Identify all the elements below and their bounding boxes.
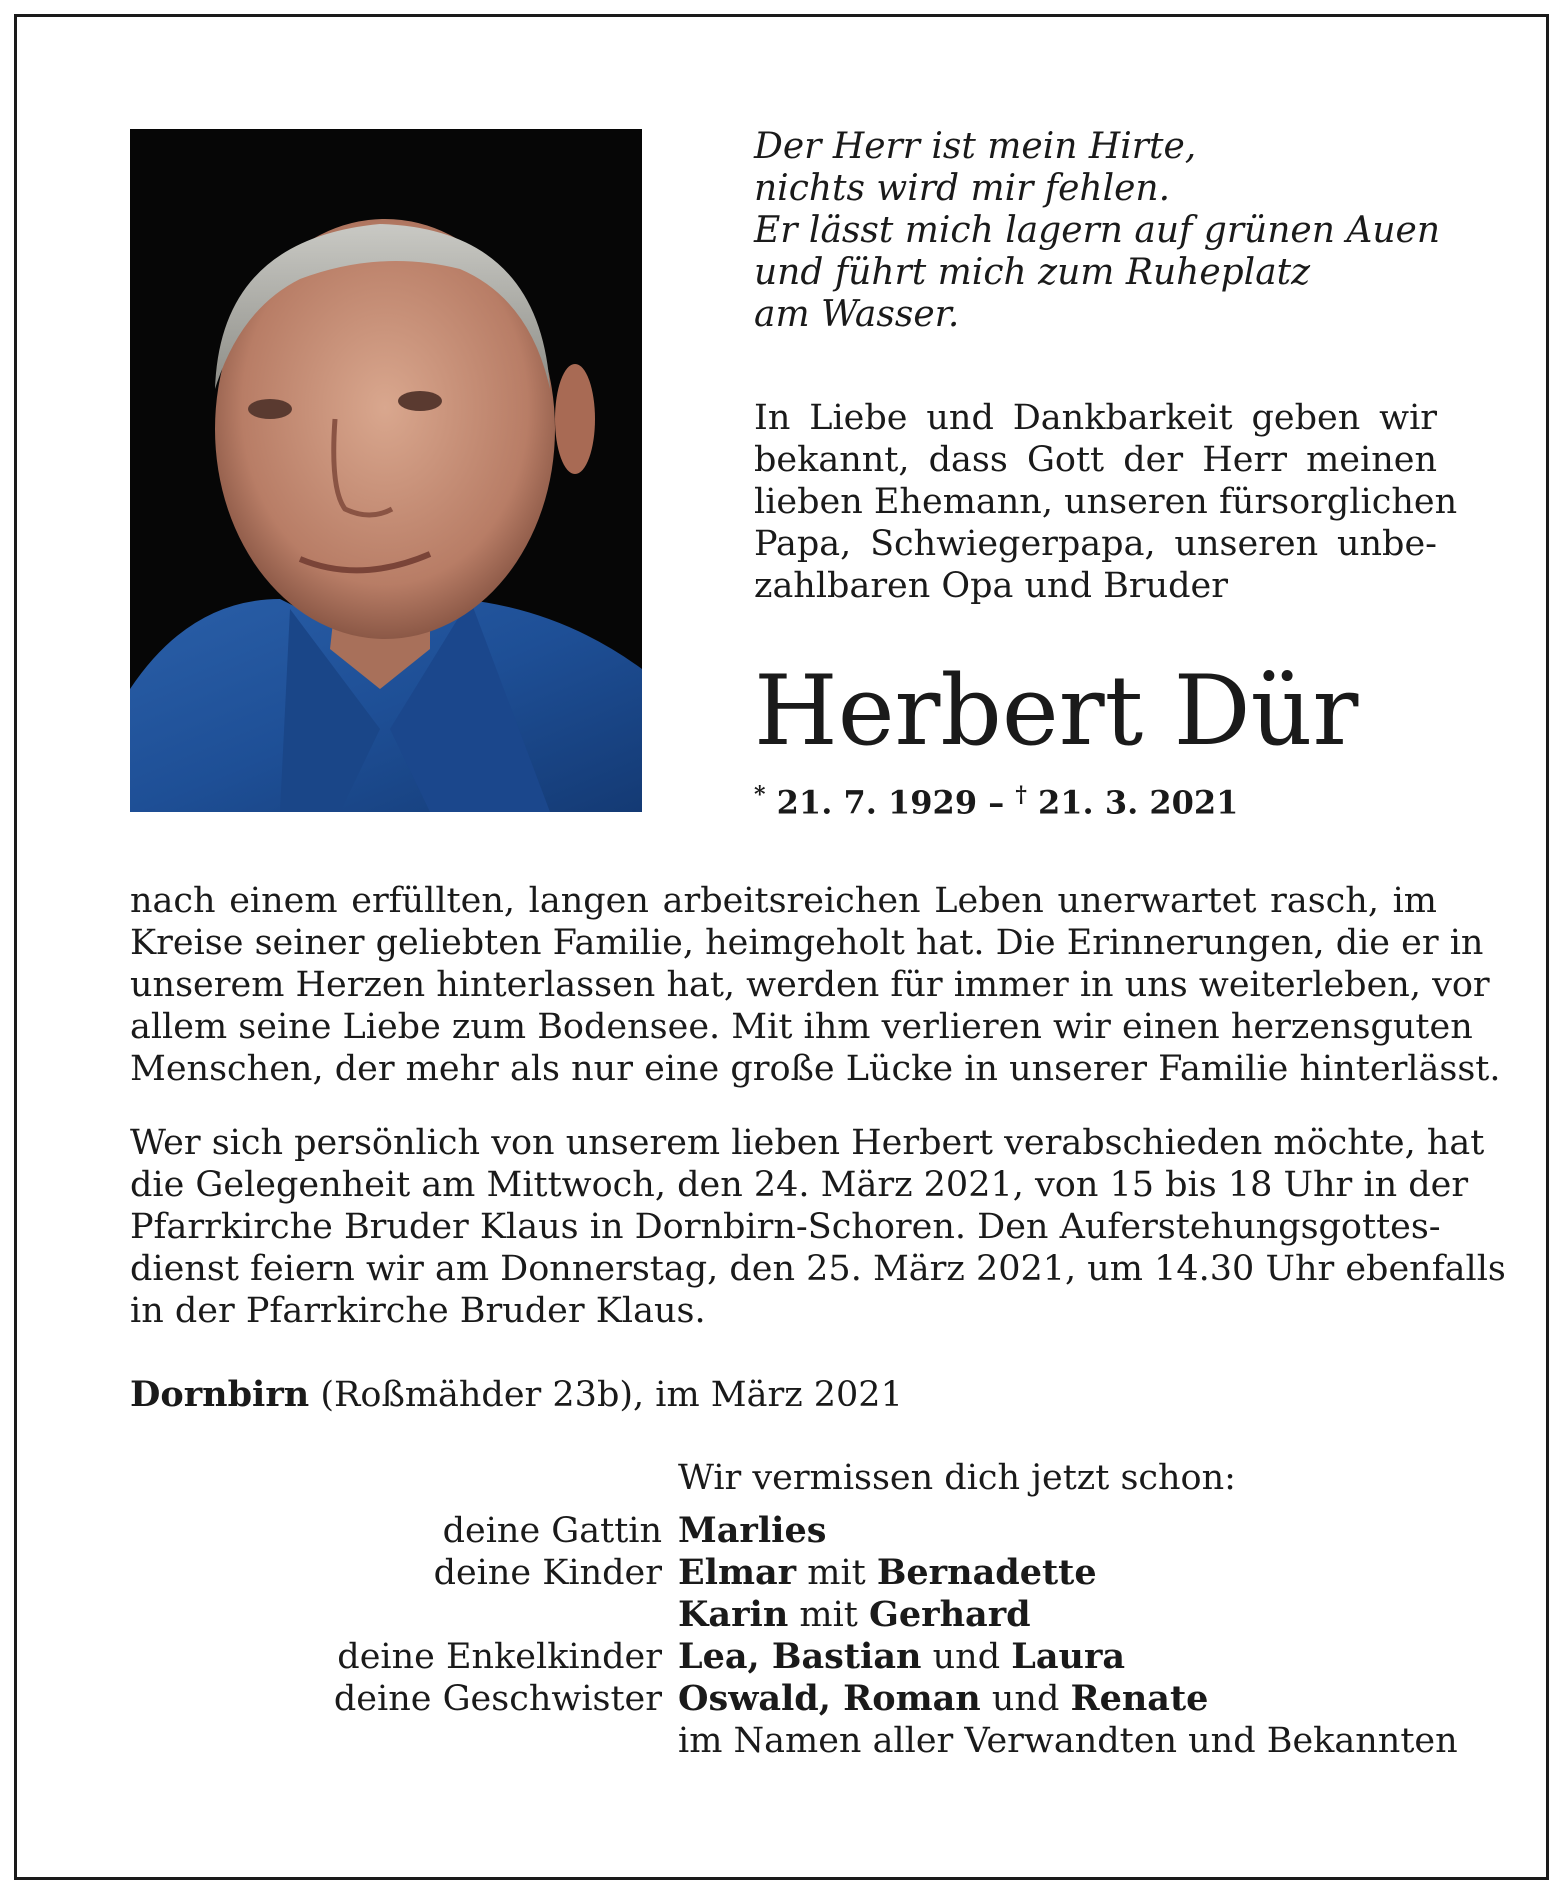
birth-symbol: * bbox=[754, 782, 766, 808]
intro-line: Papa, Schwiegerpapa, unseren unbe- bbox=[754, 524, 1437, 564]
family-label: deine Enkelkinder bbox=[337, 1637, 662, 1677]
family-row bbox=[200, 1720, 1458, 1762]
death-date: 21. 3. 2021 bbox=[1038, 783, 1239, 822]
family-label: deine Geschwister bbox=[333, 1679, 662, 1719]
paragraph-line: Wer sich persönlich von unserem lieben Herbert verabschieden möchte, hat bbox=[130, 1123, 1485, 1163]
family-closing: im Namen aller Verwandten und Bekannten bbox=[678, 1721, 1458, 1761]
family-connector: und bbox=[921, 1637, 1012, 1677]
date-separator: – bbox=[988, 783, 1005, 822]
place-address: (Roßmähder 23b), im März 2021 bbox=[309, 1375, 903, 1415]
family-name: Bernadette bbox=[876, 1552, 1097, 1593]
portrait-illustration bbox=[130, 129, 642, 812]
family-name: Lea, Bastian bbox=[678, 1636, 922, 1677]
intro-line: In Liebe und Dankbarkeit geben wir bbox=[754, 398, 1437, 438]
family-connector: und bbox=[980, 1679, 1071, 1719]
farewell-paragraph bbox=[130, 1122, 1506, 1332]
paragraph-line: Pfarrkirche Bruder Klaus in Dornbirn-Schoren. Den Auferstehungsgottes- bbox=[130, 1207, 1441, 1247]
family-label-empty bbox=[200, 1594, 678, 1636]
family-name: Renate bbox=[1070, 1678, 1209, 1719]
family-row bbox=[200, 1636, 1458, 1678]
family-row bbox=[200, 1552, 1458, 1594]
family-name: Gerhard bbox=[868, 1594, 1031, 1635]
obituary-paragraph-1 bbox=[130, 880, 1501, 1090]
family-connector: mit bbox=[796, 1553, 877, 1593]
place-date-line bbox=[130, 1374, 903, 1415]
deceased-name: Herbert Dür bbox=[754, 655, 1359, 767]
family-row bbox=[200, 1594, 1458, 1636]
family-row bbox=[200, 1510, 1458, 1552]
paragraph-line: in der Pfarrkirche Bruder Klaus. bbox=[130, 1291, 706, 1331]
intro-line: bekannt, dass Gott der Herr meinen bbox=[754, 440, 1437, 480]
psalm-line: Der Herr ist mein Hirte, bbox=[754, 126, 1197, 167]
psalm-verse bbox=[754, 126, 1454, 336]
family-list bbox=[200, 1510, 1458, 1762]
paragraph-line: Menschen, der mehr als nur eine große Lücke in unserer Familie hinterlässt. bbox=[130, 1049, 1501, 1089]
family-name: Karin bbox=[678, 1594, 789, 1635]
paragraph-line: nach einem erfüllten, langen arbeitsreichen Leben unerwartet rasch, im bbox=[130, 881, 1437, 921]
missing-you-line: Wir vermissen dich jetzt schon: bbox=[678, 1458, 1236, 1498]
family-row bbox=[200, 1678, 1458, 1720]
paragraph-line: dienst feiern wir am Donnerstag, den 25. März 2021, um 14.30 Uhr ebenfalls bbox=[130, 1249, 1506, 1289]
paragraph-line: allem seine Liebe zum Bodensee. Mit ihm verlieren wir einen herzensguten bbox=[130, 1007, 1473, 1047]
intro-line: zahlbaren Opa und Bruder bbox=[754, 566, 1228, 606]
family-label: deine Kinder bbox=[433, 1553, 662, 1593]
family-connector: mit bbox=[788, 1595, 869, 1635]
family-name: Laura bbox=[1011, 1636, 1126, 1677]
paragraph-line: unserem Herzen hinterlassen hat, werden für immer in uns weiterleben, vor bbox=[130, 965, 1490, 1005]
place-city: Dornbirn bbox=[130, 1374, 310, 1415]
announcement-intro bbox=[754, 397, 1458, 607]
psalm-line: nichts wird mir fehlen. bbox=[754, 168, 1171, 209]
death-symbol: † bbox=[1015, 782, 1027, 808]
psalm-line: Er lässt mich lagern auf grünen Auen bbox=[754, 210, 1441, 251]
family-label: deine Gattin bbox=[442, 1511, 662, 1551]
psalm-line: am Wasser. bbox=[754, 294, 960, 335]
paragraph-line: Kreise seiner geliebten Familie, heimgeholt hat. Die Erinnerungen, die er in bbox=[130, 923, 1484, 963]
intro-line: lieben Ehemann, unseren fürsorglichen bbox=[754, 482, 1458, 522]
life-dates bbox=[754, 782, 1238, 822]
family-name: Marlies bbox=[678, 1510, 827, 1551]
family-label-empty bbox=[200, 1720, 678, 1762]
psalm-line: und führt mich zum Ruheplatz bbox=[754, 252, 1311, 293]
birth-date: 21. 7. 1929 bbox=[776, 783, 978, 822]
portrait-photo bbox=[130, 129, 642, 812]
family-name: Elmar bbox=[678, 1552, 797, 1593]
paragraph-line: die Gelegenheit am Mittwoch, den 24. März 2021, von 15 bis 18 Uhr in der bbox=[130, 1165, 1469, 1205]
family-name: Oswald, Roman bbox=[678, 1678, 981, 1719]
